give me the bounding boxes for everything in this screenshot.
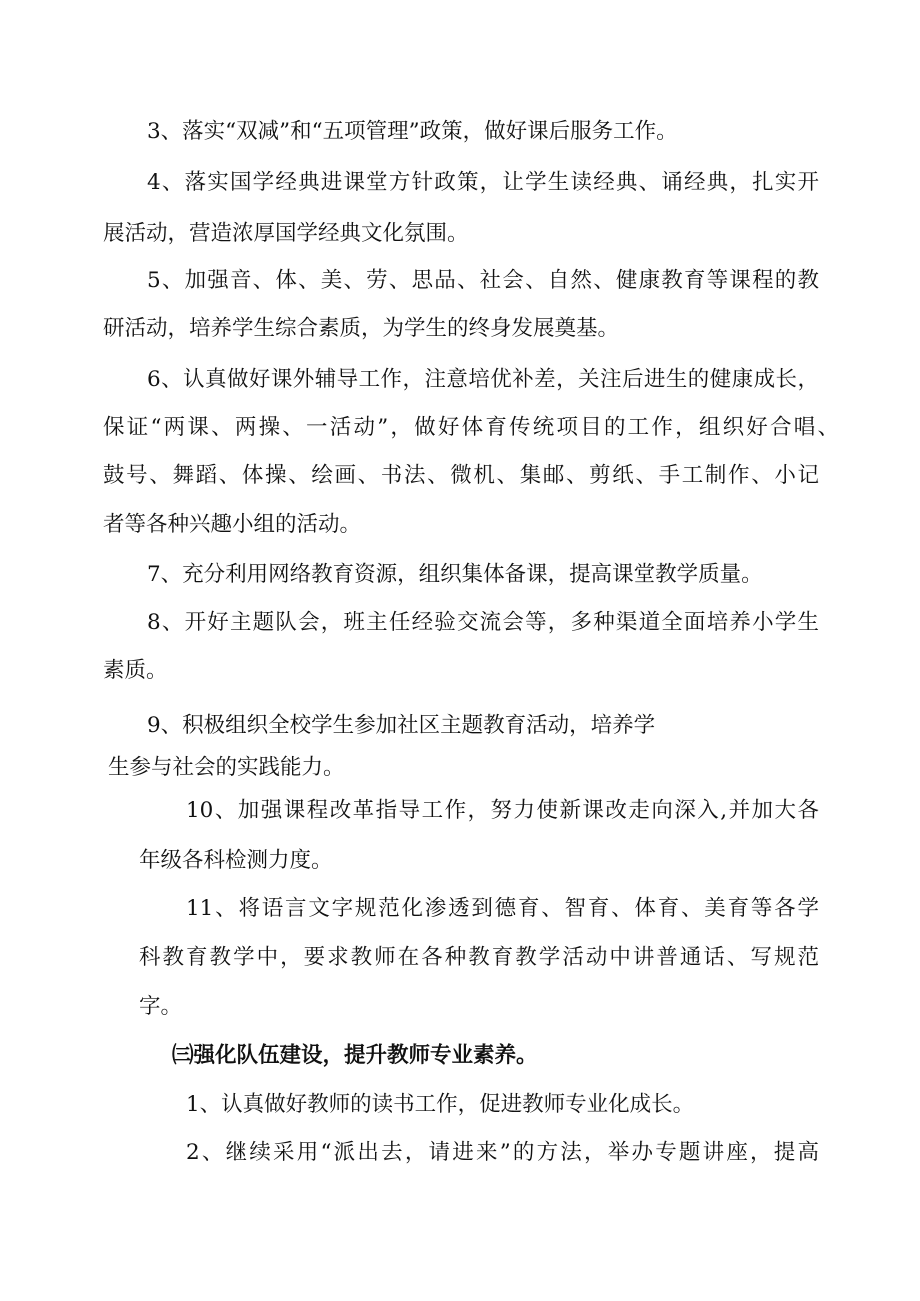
section-paragraph-2-line-1: 2、继续采用“派出去，请进来”的方法，举办专题讲座，提高 xyxy=(186,1140,819,1165)
paragraph-9-line-1: 9、积极组织全校学生参加社区主题教育活动，培养学 xyxy=(147,713,656,738)
paragraph-9-line-2: 生参与社会的实践能力。 xyxy=(108,755,345,780)
paragraph-5-line-1: 5、加强音、体、美、劳、思品、社会、自然、健康教育等课程的教 xyxy=(147,268,819,293)
paragraph-10-line-1: 10、加强课程改革指导工作，努力使新课改走向深入,并加大各 xyxy=(186,798,819,823)
paragraph-8-line-2: 素质。 xyxy=(103,658,168,683)
paragraph-6-line-2: 保证“两课、两操、一活动”，做好体育传统项目的工作，组织好合唱、 xyxy=(103,415,839,440)
paragraph-5-line-2: 研活动，培养学生综合素质，为学生的终身发展奠基。 xyxy=(103,316,620,341)
paragraph-3-line-1: 3、落实“双减”和“五项管理”政策，做好课后服务工作。 xyxy=(147,119,678,144)
paragraph-6-line-1: 6、认真做好课外辅导工作，注意培优补差，关注后进生的健康成长， xyxy=(147,367,819,392)
paragraph-10-line-2: 年级各科检测力度。 xyxy=(139,848,333,873)
paragraph-7-line-1: 7、充分利用网络教育资源，组织集体备课，提高课堂教学质量。 xyxy=(147,562,763,587)
paragraph-11-line-3: 字。 xyxy=(139,994,183,1019)
paragraph-6-line-4: 者等各种兴趣小组的活动。 xyxy=(103,512,362,537)
paragraph-11-line-2: 科教育教学中，要求教师在各种教育教学活动中讲普通话、写规范 xyxy=(139,945,819,970)
paragraph-11-line-1: 11、将语言文字规范化渗透到德育、智育、体育、美育等各学 xyxy=(186,896,819,921)
paragraph-4-line-1: 4、落实国学经典进课堂方针政策，让学生读经典、诵经典，扎实开 xyxy=(147,170,819,195)
paragraph-6-line-3: 鼓号、舞蹈、体操、绘画、书法、微机、集邮、剪纸、手工制作、小记 xyxy=(103,463,819,488)
paragraph-8-line-1: 8、开好主题队会，班主任经验交流会等，多种渠道全面培养小学生 xyxy=(147,610,819,635)
paragraph-4-line-2: 展活动，营造浓厚国学经典文化氛围。 xyxy=(103,221,469,246)
section-paragraph-1-line-1: 1、认真做好教师的读书工作，促进教师专业化成长。 xyxy=(186,1092,695,1117)
section-heading: ㈢强化队伍建设，提升教师专业素养。 xyxy=(172,1043,538,1068)
